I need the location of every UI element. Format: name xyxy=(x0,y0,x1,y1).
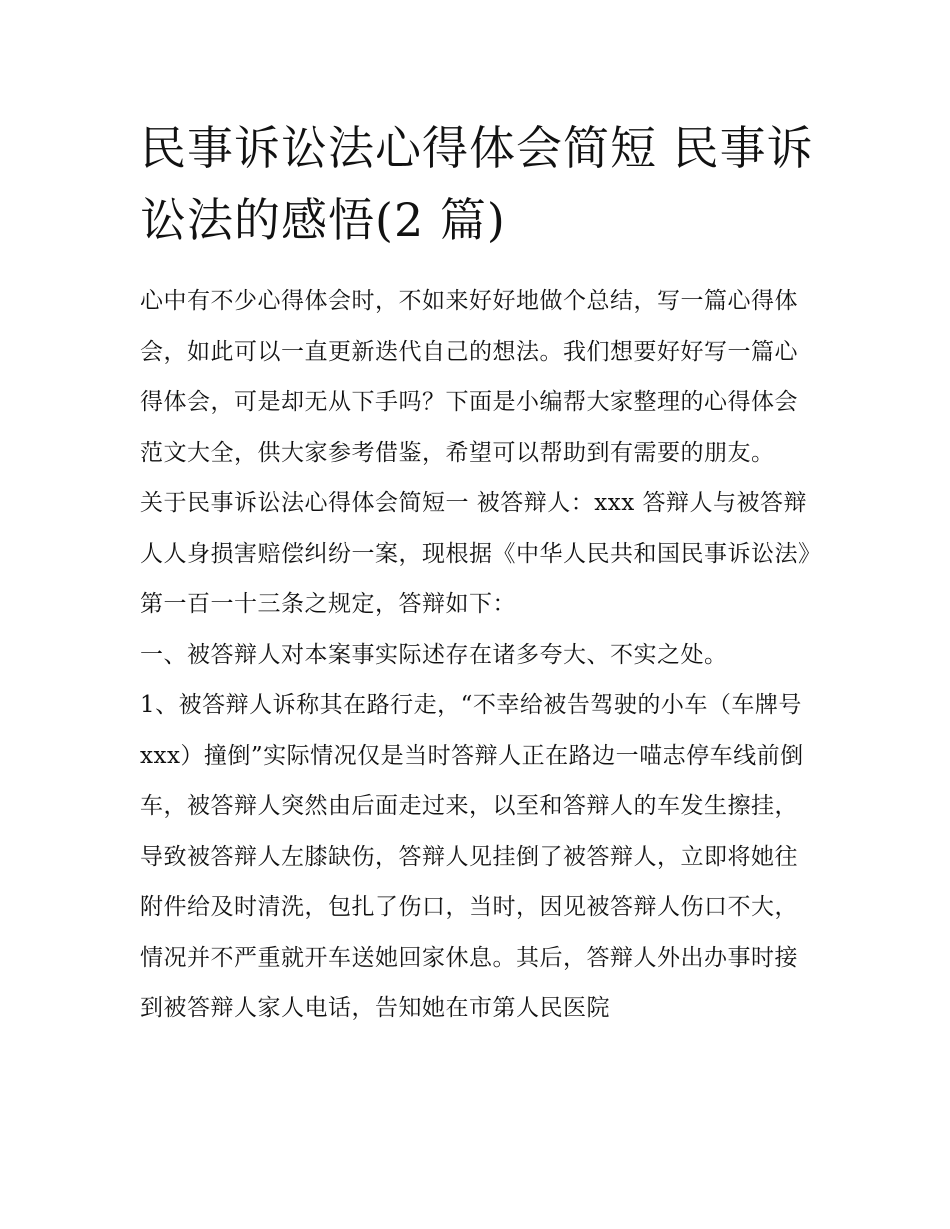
document-page xyxy=(140,112,820,1034)
document-title: 民事诉讼法心得体会简短 民事诉讼法的感悟(2 篇) xyxy=(140,121,814,247)
document-body xyxy=(140,276,820,1034)
paragraph-2: 一、被答辩人对本案事实际述存在诸多夸大、不实之处。 xyxy=(140,641,728,668)
intro-paragraph: 心中有不少心得体会时，不如来好好地做个总结，写一篇心得体会，如此可以一直更新迭代自己的想法。我们想要好好写一篇心得体会，可是却无从下手吗？下面是小编帮大家整理的心得体会范文大全，供大家参考借鉴，希望可以帮助到有需要的朋友。 xyxy=(140,288,798,466)
paragraph-1: 关于民事诉讼法心得体会简短一 被答辩人：xxx 答辩人与被答辩人人身损害赔偿纠纷一案，现根据《中华人民共和国民事诉讼法》第一百一十三条之规定，答辩如下： xyxy=(140,490,810,617)
paragraph-3: 1、被答辩人诉称其在路行走，“不幸给被告驾驶的小车（车牌号 xxx）撞倒”实际情况仅是当时答辩人正在路边一喵志停车线前倒车，被答辩人突然由后面走过来，以至和答辩人的车发生擦挂，导致被答辩人左膝缺伤，答辩人见挂倒了被答辩人，立即将她往附件给及时清洗，包扎了伤口，当时，因见被答辩人伤口不大，情况并不严重就开车送她回家休息。其后，答辩人外出办事时接到被答辩人家人电话，告知她在市第人民医院 xyxy=(140,692,804,1021)
